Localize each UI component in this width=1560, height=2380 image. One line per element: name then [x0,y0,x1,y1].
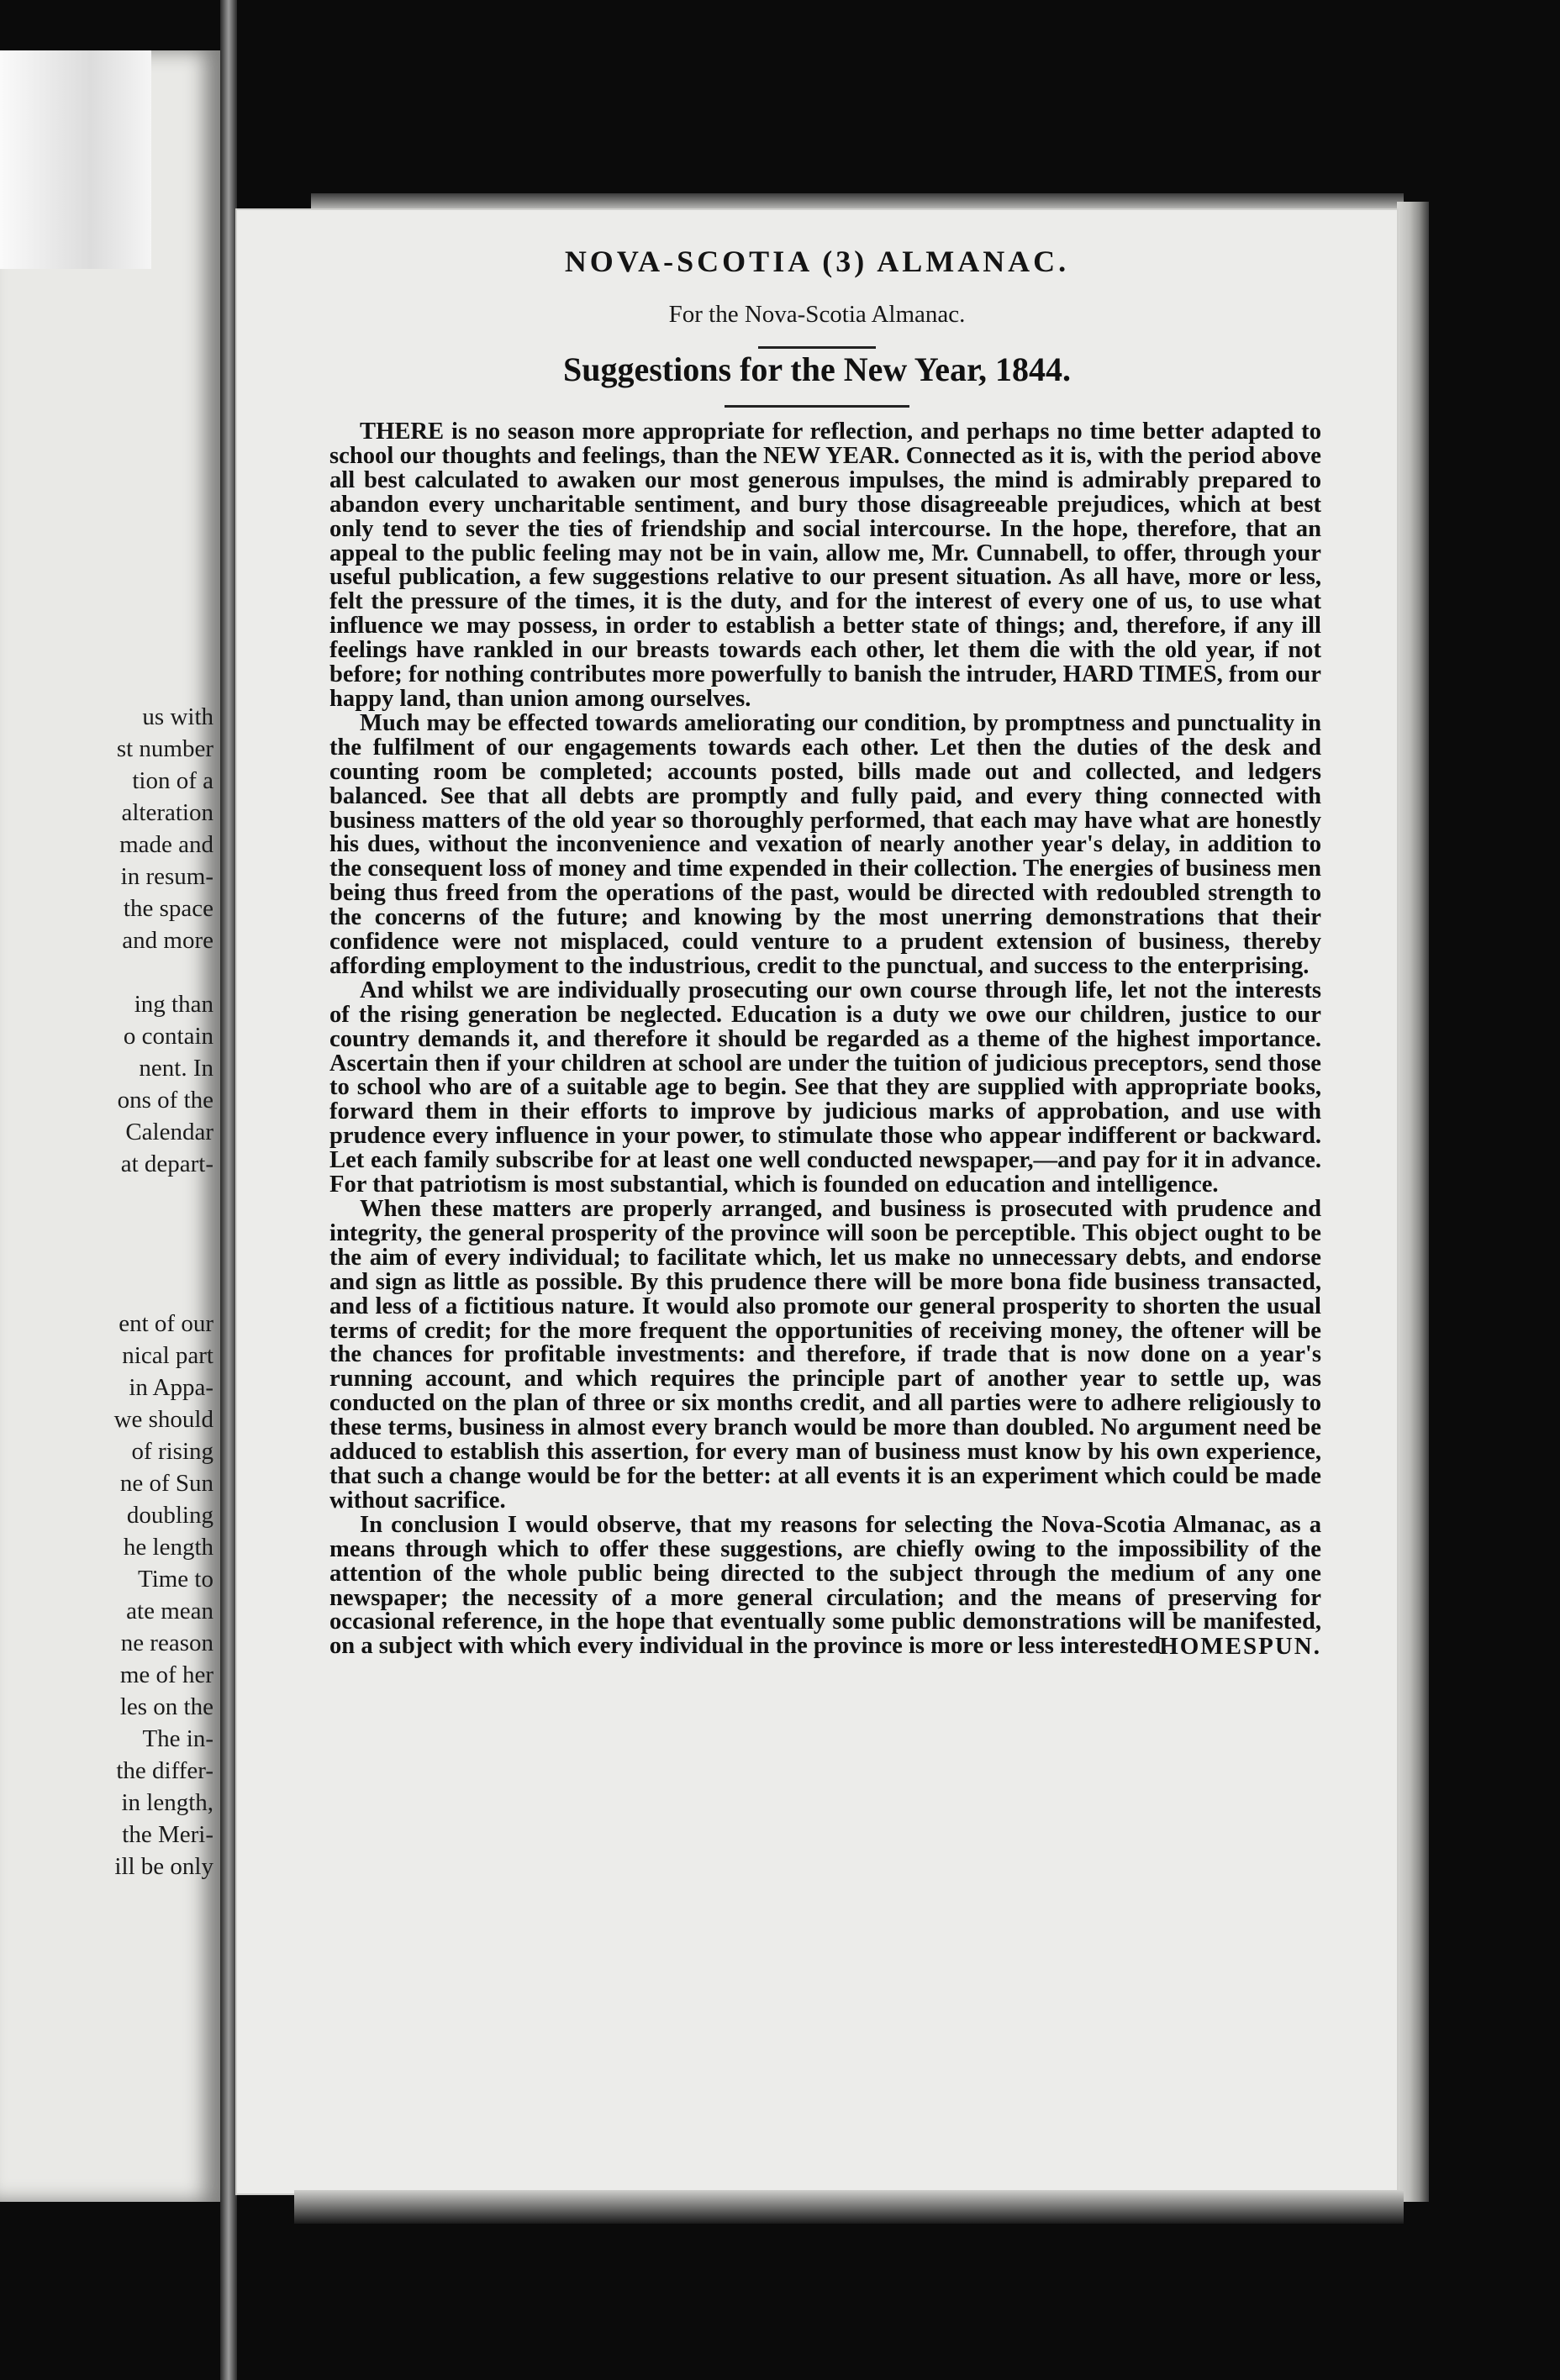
left-page-fragment: st number [116,735,213,762]
page-right-edge [1397,202,1429,2202]
left-page-fragment: ill be only [114,1853,213,1880]
left-page-fragment: he length [123,1534,213,1561]
left-page-fragment: o contain [123,1023,213,1050]
left-page-fragment: the differ- [116,1757,213,1784]
left-page-fragment: Time to [138,1566,213,1593]
paragraph: When these matters are properly arranged, and business is prosecuted with prudence and integrity, the general prosperity of the province will soon be perceptible. This object ought to be the aim of every individual; to facilitate which, let us make no unnecessary debts, and endorse and sign as little as possible. By this prudence there will be more bona fide business transacted, and less of a fictitious nature. It would also promote our general prosperity to shorten the usual terms of credit; for the more frequent the opportunities of receiving money, the oftener will be the chances for profitable investments: and therefore, if trade that is now done on a year's running account, and which requires the principle part of another year to settle up, was conducted on the plan of three or six months credit, and all parties were to adhere religiously to these terms, business in almost every branch would be more than doubled. No argument need be adduced to establish this assertion, for every man of business must know by his own experience, that such a change would be for the better: at all events it is an experiment which could be made without sacrifice. [329,1196,1321,1514]
left-page-fragment: alteration [121,799,213,826]
page-top-shadow [311,193,1404,212]
left-page-fragment: we should [113,1406,213,1433]
left-page-fragment: of rising [131,1438,213,1465]
left-page-fragment: nent. In [139,1055,213,1082]
left-page-fragment: nical part [122,1342,213,1369]
paragraph: In conclusion I would observe, that my reasons for selecting the Nova-Scotia Almanac, as a means through which to offer these suggestions, are chiefly owing to the impossibility of the attention of the whole public being directed to the subject through the medium of any one newspaper; the necessity of a more general circulation; and the means of preserving for occasional reference, in the hope that eventually some public demonstrations will be manifested, on a subject with which every individual in the province is more or less interested. [329,1511,1321,1660]
page-bottom-shadow [294,2190,1404,2224]
left-page-fragment: at depart- [120,1151,213,1177]
left-page-fragment: in Appa- [129,1374,213,1401]
left-page-fragment: tion of a [132,767,213,794]
left-page-fragment: ing than [134,991,213,1018]
paragraph: THERE is no season more appropriate for reflection, and perhaps no time better adapted to school our thoughts and feelings, than the NEW YEAR. Connected as it is, with the period above all best calculated to awaken our most generous impulses, the mind is admirably prepared to abandon every uncharitable sentiment, and bury those disagreeable prejudices, which at best only tend to sever the ties of friendship and social intercourse. In the hope, therefore, that an appeal to the public feeling may not be in vain, allow me, Mr. Cunnabell, to offer, through your useful publication, a few suggestions relative to our present situation. As all have, more or less, felt the pressure of the times, it is the duty, and for the interest of every one of us, to use what influence we may possess, in order to establish a better state of things; and, therefore, if any ill feelings have rankled in our breasts towards each other, let them die with the old year, if not before; for nothing contributes more powerfully to banish the intruder, HARD TIMES, from our happy land, than union among ourselves. [329,419,1321,712]
divider-rule [758,346,876,349]
page-edges [0,50,151,269]
left-page-fragment: and more [122,927,213,954]
left-page-fragment: Calendar [125,1119,213,1145]
article-title: Suggestions for the New Year, 1844. [562,350,1072,388]
subheader: For the Nova-Scotia Almanac. [668,301,966,328]
author-signature: HOMESPUN. [1159,1633,1321,1661]
left-page-fragment: us with [142,703,213,730]
left-page-fragment: made and [119,831,213,858]
left-page-fragment: me of her [119,1661,213,1688]
almanac-page [237,210,1397,2193]
paragraph: Much may be effected towards ameliorating our condition, by promptness and punctuality in the fulfilment of our engagements towards each other. Let then the duties of the desk and counting room be completed; accounts posted, bills made out and collected, and ledgers balanced. See that all debts are promptly and fully paid, and every thing connected with business matters of the old year so thoroughly performed, that each may have what are honestly his dues, without the inconvenience and vexation of nearly another year's delay, in addition to the consequent loss of money and time expended in their collection. The energies of business men being thus freed from the operations of the past, would be directed with redoubled strength to the concerns of the future; and knowing by the most unerring demonstrations that their confidence were not misplaced, could venture to a prudent extension of business, thereby affording employment to the industrious, credit to the punctual, and success to the enterprising. [329,709,1321,979]
paragraph: And whilst we are individually prosecuting our own course through life, let not the interests of the rising generation be neglected. Education is a duty we owe our children, justice to our country demands it, and therefore it should be regarded as a theme of the highest importance. Ascertain then if your children at school are under the tuition of judicious preceptors, send those to school who are of a suitable age to begin. See that they are supplied with appropriate books, forward them in their efforts to improve by judicious marks of approbation, and use with prudence every influence in your power, to stimulate those who appear indifferent or backward. Let each family subscribe for at least one well conducted newspaper,—and pay for it in advance. For that patriotism is most substantial, which is founded on education and intelligence. [329,977,1321,1198]
left-page-fragment: the Meri- [122,1821,213,1848]
left-page-fragment: in length, [121,1789,213,1816]
left-page-fragment: les on the [119,1693,213,1720]
left-page-fragment: ent of our [119,1310,213,1337]
article-body [329,420,1321,1659]
left-page-fragment: ons of the [117,1087,213,1114]
book-gutter [220,0,237,2380]
left-page-fragment: The in- [142,1725,213,1752]
left-page-fragment: in resum- [120,863,213,890]
left-page-fragment: the space [123,895,213,922]
running-header: NOVA-SCOTIA (3) ALMANAC. [564,245,1070,278]
title-rule [725,405,909,408]
left-page-fragment: ne of Sun [119,1470,213,1497]
left-facing-page [0,50,220,2202]
left-page-fragment: doubling [126,1502,213,1529]
left-page-fragment: ate mean [126,1598,213,1624]
left-page-fragment: ne reason [120,1630,213,1656]
